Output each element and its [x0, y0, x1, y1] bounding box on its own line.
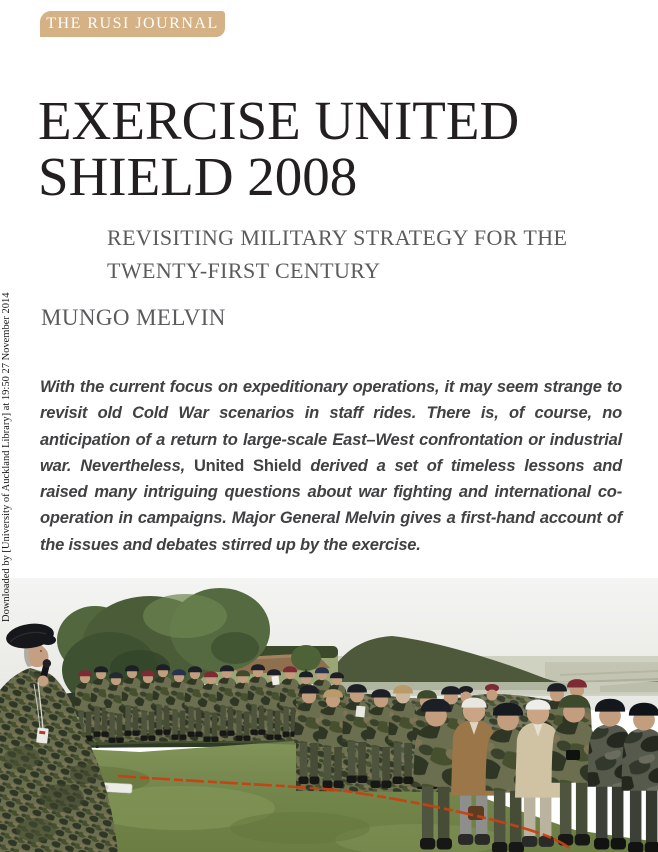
article-title-line1: EXERCISE UNITED [38, 90, 520, 151]
abstract-exercise-name: United Shield [193, 456, 302, 475]
journal-badge-label: THE RUSI JOURNAL [46, 15, 219, 32]
article-subtitle-line2: TWENTY-FIRST CENTURY [107, 258, 381, 283]
article-abstract [40, 374, 622, 558]
abstract-text-2: derived a set of timeless lessons and raised many intriguing questions about war fighting and international co-operation in campaigns. Major General Melvin gives a first-hand account of the issues and debates stirred up by the exercise. [40, 456, 622, 554]
article-subtitle [107, 221, 567, 287]
article-subtitle-line1: REVISITING MILITARY STRATEGY FOR THE [107, 225, 568, 250]
download-watermark: Downloaded by [University of Auckland Library] at 19:50 27 November 2014 [1, 292, 12, 622]
article-title-line2: SHIELD 2008 [38, 146, 358, 207]
abstract-text-1: With the current focus on expeditionary operations, it may seem strange to revisit old Cold War scenarios in staff rides. There is, of course, no anticipation of a return to large-scale East–West confrontation or industrial war. Nevertheless, [40, 378, 622, 475]
article-photo [0, 578, 658, 852]
article-title [38, 90, 520, 207]
journal-badge [40, 11, 225, 37]
article-author: MUNGO MELVIN [41, 305, 226, 330]
